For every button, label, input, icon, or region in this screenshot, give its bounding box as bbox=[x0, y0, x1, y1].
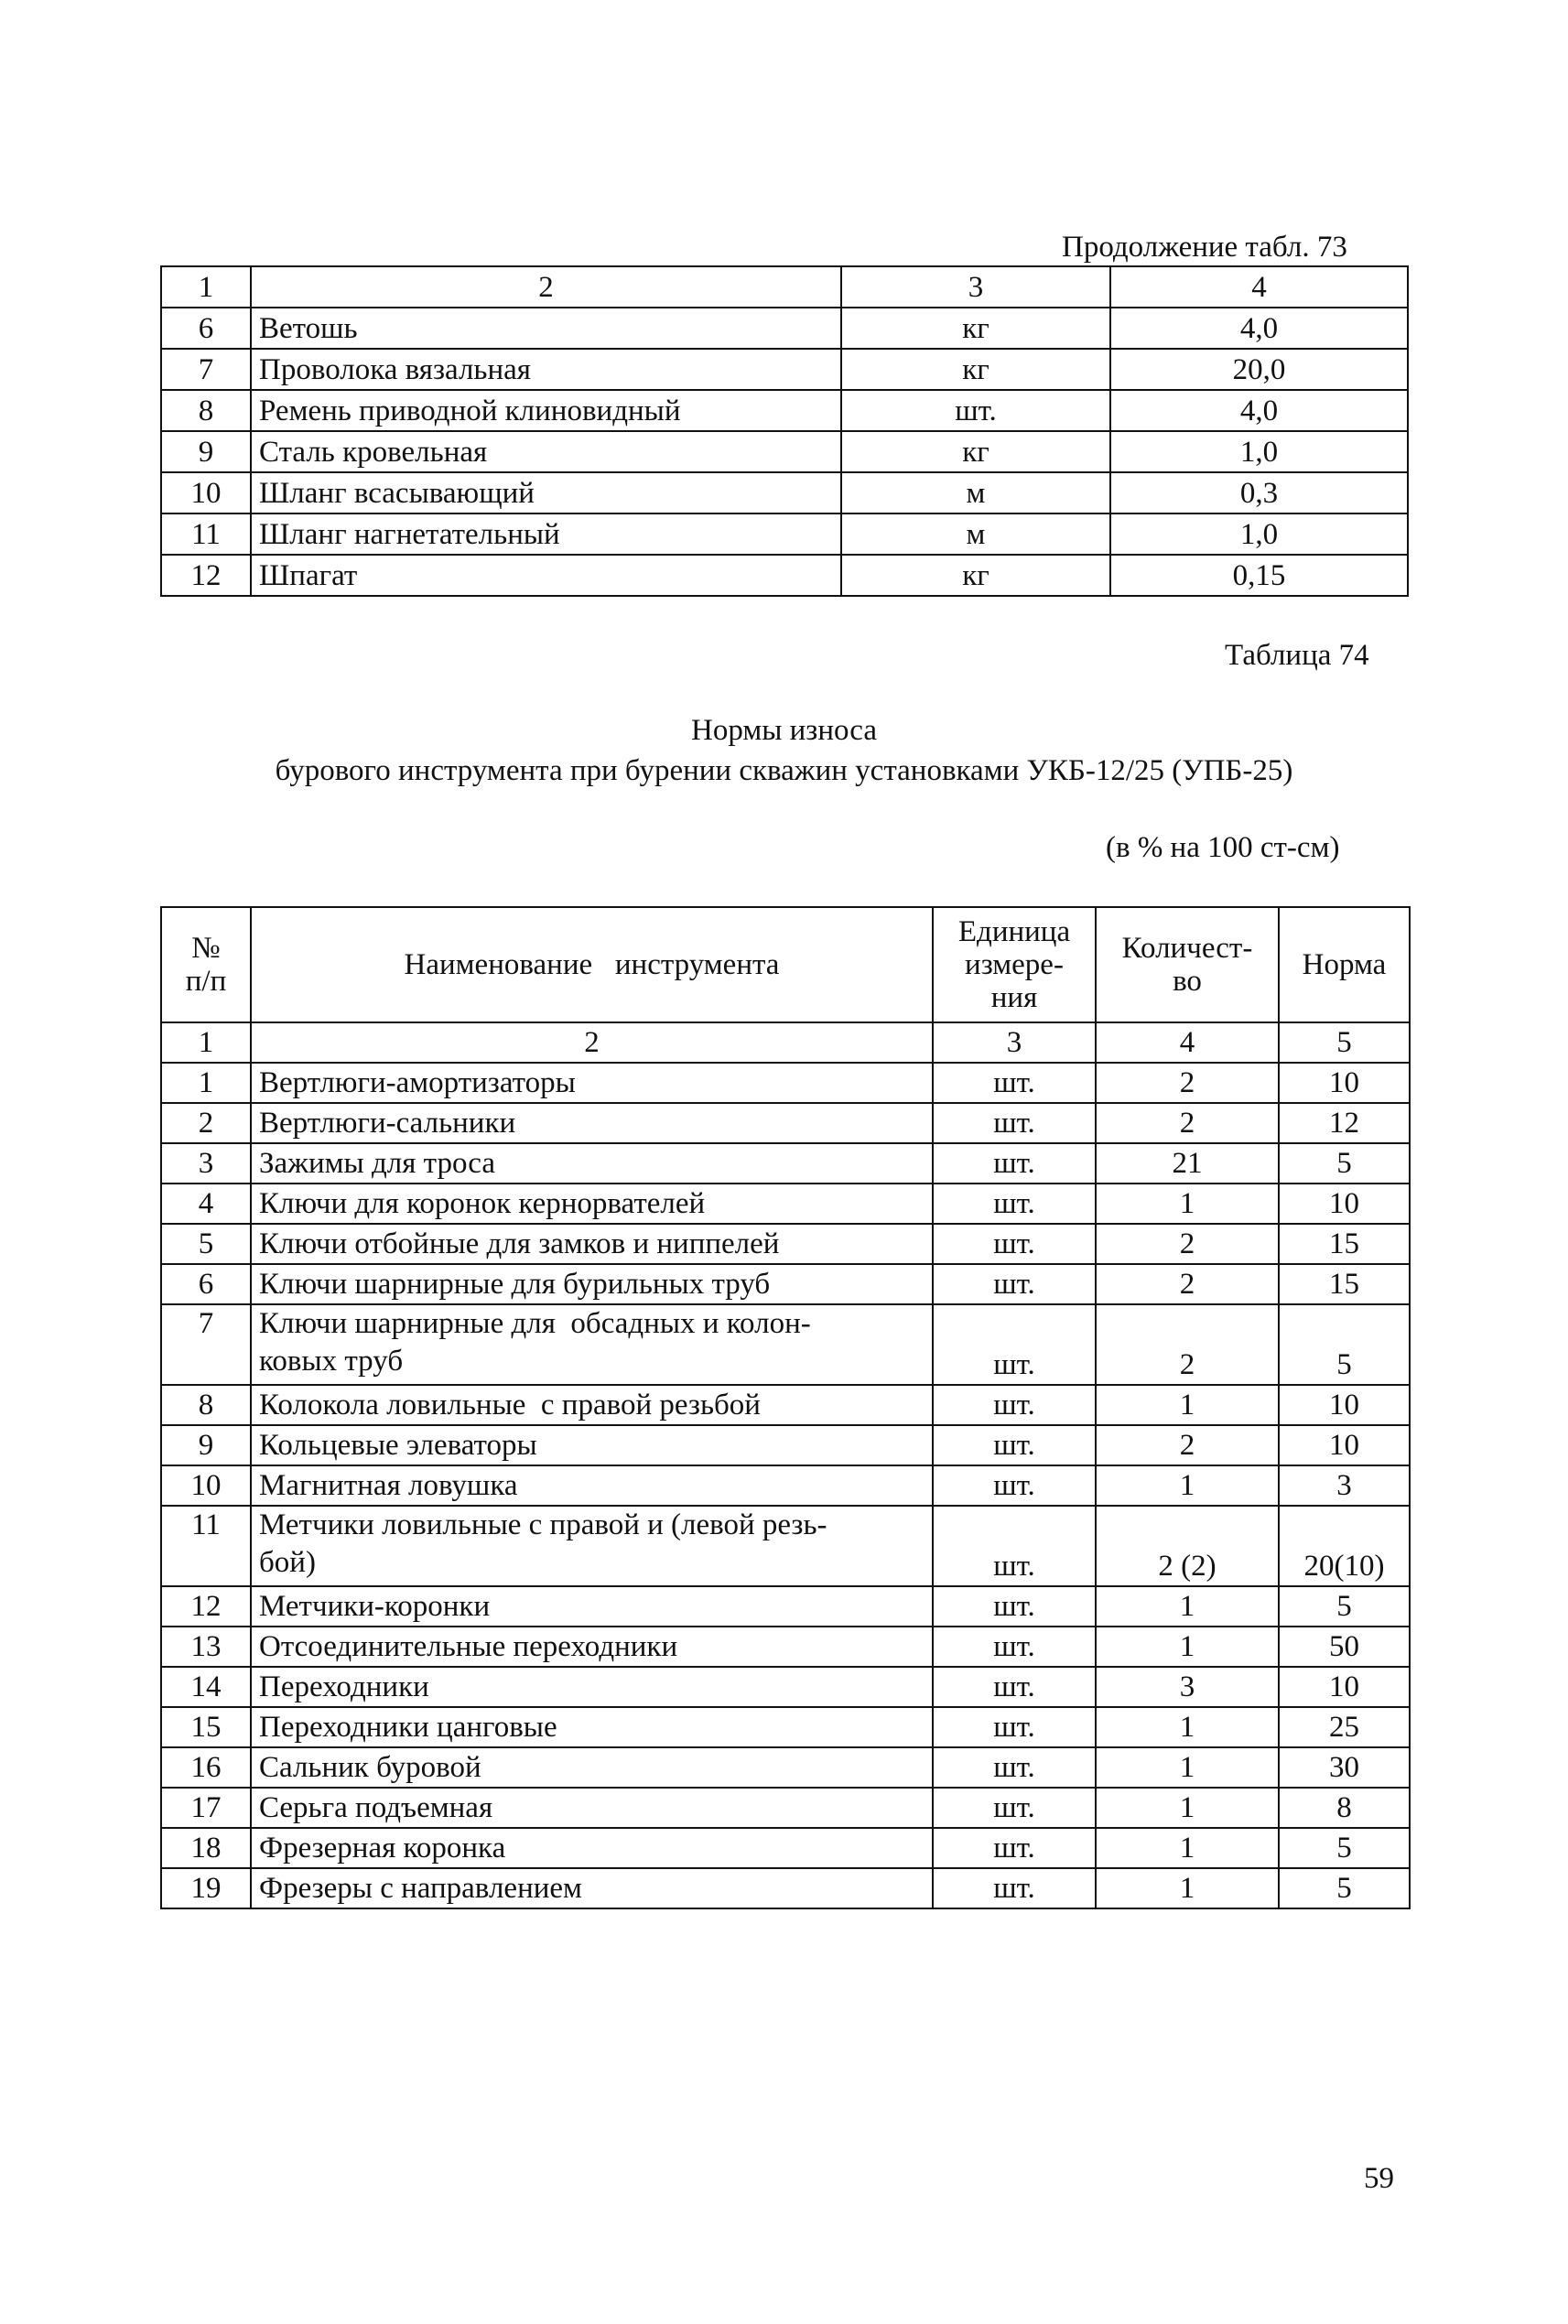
table-74-title-line2: бурового инструмента при бурении скважин установками УКБ-12/25 (УПБ-25) bbox=[275, 754, 1293, 787]
tool-unit: шт. bbox=[933, 1627, 1096, 1667]
tool-norm: 3 bbox=[1279, 1465, 1410, 1506]
tool-norm: 10 bbox=[1279, 1063, 1410, 1103]
tool-name-line1: Метчики ловильные с правой и (левой резь- bbox=[259, 1508, 827, 1541]
tool-name: Фрезеры с направлением bbox=[251, 1868, 933, 1908]
tool-name: Фрезерная коронка bbox=[251, 1828, 933, 1868]
tool-quantity: 1 bbox=[1096, 1465, 1279, 1506]
row-number: 7 bbox=[161, 1304, 251, 1385]
table-74-caption: Таблица 74 bbox=[1225, 639, 1369, 672]
tool-norm: 20(10) bbox=[1279, 1506, 1410, 1586]
item-unit: м bbox=[841, 513, 1110, 555]
tool-name: Серьга подъемная bbox=[251, 1788, 933, 1828]
page-number: 59 bbox=[1364, 2162, 1394, 2195]
tool-quantity: 1 bbox=[1096, 1788, 1279, 1828]
column-number: 1 bbox=[161, 266, 251, 308]
header-unit-line2: измере- bbox=[965, 948, 1064, 981]
item-unit: кг bbox=[841, 308, 1110, 349]
row-number: 6 bbox=[161, 1264, 251, 1304]
header-number-line2: п/п bbox=[185, 965, 227, 998]
tool-name-line1: Ключи шарнирные для обсадных и колон- bbox=[259, 1307, 811, 1340]
tool-unit: шт. bbox=[933, 1103, 1096, 1143]
row-number: 12 bbox=[161, 555, 251, 596]
header-unit-line3: ния bbox=[990, 981, 1038, 1014]
tool-norm: 30 bbox=[1279, 1747, 1410, 1788]
table-row bbox=[161, 1828, 1410, 1868]
table-row bbox=[161, 1264, 1410, 1304]
column-number: 2 bbox=[251, 266, 841, 308]
column-number-row bbox=[161, 1022, 1410, 1063]
table-74-title-line1: Нормы износа bbox=[690, 714, 877, 747]
tool-name: Зажимы для троса bbox=[251, 1143, 933, 1184]
tool-name: Ключи шарнирные для бурильных труб bbox=[251, 1264, 933, 1304]
tool-norm: 5 bbox=[1279, 1143, 1410, 1184]
row-number: 6 bbox=[161, 308, 251, 349]
row-number: 18 bbox=[161, 1828, 251, 1868]
header-quantity-line2: во bbox=[1173, 965, 1202, 998]
row-number: 9 bbox=[161, 1425, 251, 1465]
row-number: 12 bbox=[161, 1586, 251, 1627]
tool-norm: 10 bbox=[1279, 1385, 1410, 1425]
item-name: Шпагат bbox=[251, 555, 841, 596]
tool-unit: шт. bbox=[933, 1707, 1096, 1747]
column-number: 3 bbox=[841, 266, 1110, 308]
tool-unit: шт. bbox=[933, 1063, 1096, 1103]
column-number-row bbox=[161, 266, 1408, 308]
continuation-caption: Продолжение табл. 73 bbox=[1062, 231, 1347, 264]
row-number: 14 bbox=[161, 1667, 251, 1707]
tool-name-line2: ковых труб bbox=[259, 1345, 404, 1378]
table-row bbox=[161, 1304, 1410, 1385]
row-number: 16 bbox=[161, 1747, 251, 1788]
tool-norm: 12 bbox=[1279, 1103, 1410, 1143]
table-row bbox=[161, 555, 1408, 596]
tool-unit: шт. bbox=[933, 1385, 1096, 1425]
table-row bbox=[161, 472, 1408, 513]
row-number: 8 bbox=[161, 1385, 251, 1425]
tool-name: Сальник буровой bbox=[251, 1747, 933, 1788]
row-number: 17 bbox=[161, 1788, 251, 1828]
table-row bbox=[161, 431, 1408, 472]
tool-name: Колокола ловильные с правой резьбой bbox=[251, 1385, 933, 1425]
tool-norm: 8 bbox=[1279, 1788, 1410, 1828]
header-unit-line1: Единица bbox=[957, 915, 1071, 948]
header-number-line1: № bbox=[191, 932, 221, 965]
column-number: 2 bbox=[251, 1022, 933, 1063]
column-number: 4 bbox=[1096, 1022, 1279, 1063]
tool-norm: 10 bbox=[1279, 1184, 1410, 1224]
row-number: 4 bbox=[161, 1184, 251, 1224]
column-number: 4 bbox=[1110, 266, 1408, 308]
tool-quantity: 2 bbox=[1096, 1304, 1279, 1385]
tool-quantity: 2 bbox=[1096, 1103, 1279, 1143]
tool-norm: 10 bbox=[1279, 1425, 1410, 1465]
tool-name bbox=[251, 1304, 933, 1385]
item-value: 1,0 bbox=[1110, 431, 1408, 472]
table-row bbox=[161, 1747, 1410, 1788]
tool-quantity: 1 bbox=[1096, 1828, 1279, 1868]
tool-norm: 50 bbox=[1279, 1627, 1410, 1667]
tool-quantity: 1 bbox=[1096, 1586, 1279, 1627]
table-row bbox=[161, 1143, 1410, 1184]
table-74-units-note: (в % на 100 ст-см) bbox=[1106, 831, 1340, 864]
tool-quantity: 1 bbox=[1096, 1707, 1279, 1747]
tool-unit: шт. bbox=[933, 1304, 1096, 1385]
row-number: 8 bbox=[161, 390, 251, 431]
tool-name: Вертлюги-амортизаторы bbox=[251, 1063, 933, 1103]
column-number: 5 bbox=[1279, 1022, 1410, 1063]
tool-name: Кольцевые элеваторы bbox=[251, 1425, 933, 1465]
row-number: 9 bbox=[161, 431, 251, 472]
table-row bbox=[161, 349, 1408, 390]
tool-unit: шт. bbox=[933, 1224, 1096, 1264]
column-number: 1 bbox=[161, 1022, 251, 1063]
tool-name: Ключи отбойные для замков и ниппелей bbox=[251, 1224, 933, 1264]
tool-quantity: 2 bbox=[1096, 1264, 1279, 1304]
item-unit: м bbox=[841, 472, 1110, 513]
tool-name bbox=[251, 1506, 933, 1586]
tool-unit: шт. bbox=[933, 1143, 1096, 1184]
tool-unit: шт. bbox=[933, 1828, 1096, 1868]
item-name: Шланг всасывающий bbox=[251, 472, 841, 513]
tool-unit: шт. bbox=[933, 1868, 1096, 1908]
tool-quantity: 1 bbox=[1096, 1627, 1279, 1667]
tool-unit: шт. bbox=[933, 1425, 1096, 1465]
tool-unit: шт. bbox=[933, 1465, 1096, 1506]
header-name: Наименование инструмента bbox=[251, 907, 933, 1022]
item-name: Шланг нагнетательный bbox=[251, 513, 841, 555]
table-row bbox=[161, 1627, 1410, 1667]
row-number: 10 bbox=[161, 1465, 251, 1506]
tool-unit: шт. bbox=[933, 1667, 1096, 1707]
tool-name: Метчики-коронки bbox=[251, 1586, 933, 1627]
tool-quantity: 1 bbox=[1096, 1868, 1279, 1908]
tool-norm: 5 bbox=[1279, 1586, 1410, 1627]
item-value: 20,0 bbox=[1110, 349, 1408, 390]
tool-unit: шт. bbox=[933, 1184, 1096, 1224]
tool-unit: шт. bbox=[933, 1788, 1096, 1828]
item-name: Ветошь bbox=[251, 308, 841, 349]
table-73-continuation bbox=[160, 265, 1409, 597]
table-row bbox=[161, 1586, 1410, 1627]
row-number: 11 bbox=[161, 513, 251, 555]
row-number: 1 bbox=[161, 1063, 251, 1103]
tool-name: Переходники bbox=[251, 1667, 933, 1707]
tool-unit: шт. bbox=[933, 1586, 1096, 1627]
tool-unit: шт. bbox=[933, 1506, 1096, 1586]
tool-quantity: 3 bbox=[1096, 1667, 1279, 1707]
tool-name: Отсоединительные переходники bbox=[251, 1627, 933, 1667]
table-row bbox=[161, 1868, 1410, 1908]
row-number: 19 bbox=[161, 1868, 251, 1908]
tool-quantity: 1 bbox=[1096, 1385, 1279, 1425]
tool-norm: 10 bbox=[1279, 1667, 1410, 1707]
table-row bbox=[161, 1667, 1410, 1707]
header-unit bbox=[933, 907, 1096, 1022]
item-value: 4,0 bbox=[1110, 390, 1408, 431]
column-number: 3 bbox=[933, 1022, 1096, 1063]
table-row bbox=[161, 308, 1408, 349]
table-row bbox=[161, 1465, 1410, 1506]
row-number: 5 bbox=[161, 1224, 251, 1264]
table-row bbox=[161, 390, 1408, 431]
row-number: 3 bbox=[161, 1143, 251, 1184]
item-unit: кг bbox=[841, 431, 1110, 472]
item-value: 0,3 bbox=[1110, 472, 1408, 513]
tool-quantity: 1 bbox=[1096, 1184, 1279, 1224]
tool-quantity: 2 bbox=[1096, 1224, 1279, 1264]
tool-norm: 5 bbox=[1279, 1304, 1410, 1385]
tool-name: Ключи для коронок кернорвателей bbox=[251, 1184, 933, 1224]
row-number: 15 bbox=[161, 1707, 251, 1747]
tool-norm: 15 bbox=[1279, 1224, 1410, 1264]
tool-unit: шт. bbox=[933, 1747, 1096, 1788]
row-number: 10 bbox=[161, 472, 251, 513]
item-unit: кг bbox=[841, 349, 1110, 390]
tool-name: Переходники цанговые bbox=[251, 1707, 933, 1747]
tool-name: Вертлюги-сальники bbox=[251, 1103, 933, 1143]
row-number: 13 bbox=[161, 1627, 251, 1667]
table-row bbox=[161, 1425, 1410, 1465]
item-name: Проволока вязальная bbox=[251, 349, 841, 390]
tool-unit: шт. bbox=[933, 1264, 1096, 1304]
row-number: 11 bbox=[161, 1506, 251, 1586]
header-norm: Норма bbox=[1279, 907, 1410, 1022]
table-row bbox=[161, 1184, 1410, 1224]
item-unit: шт. bbox=[841, 390, 1110, 431]
item-name: Ремень приводной клиновидный bbox=[251, 390, 841, 431]
tool-norm: 15 bbox=[1279, 1264, 1410, 1304]
tool-norm: 5 bbox=[1279, 1828, 1410, 1868]
table-row bbox=[161, 513, 1408, 555]
tool-name: Магнитная ловушка bbox=[251, 1465, 933, 1506]
table-row bbox=[161, 1063, 1410, 1103]
table-74 bbox=[160, 906, 1411, 1909]
row-number: 7 bbox=[161, 349, 251, 390]
header-number bbox=[161, 907, 251, 1022]
table-row bbox=[161, 1224, 1410, 1264]
tool-norm: 25 bbox=[1279, 1707, 1410, 1747]
header-quantity bbox=[1096, 907, 1279, 1022]
tool-name-line2: бой) bbox=[259, 1546, 316, 1579]
row-number: 2 bbox=[161, 1103, 251, 1143]
tool-quantity: 21 bbox=[1096, 1143, 1279, 1184]
item-value: 4,0 bbox=[1110, 308, 1408, 349]
tool-quantity: 2 bbox=[1096, 1063, 1279, 1103]
item-unit: кг bbox=[841, 555, 1110, 596]
table-row bbox=[161, 1506, 1410, 1586]
table-row bbox=[161, 1788, 1410, 1828]
item-name: Сталь кровельная bbox=[251, 431, 841, 472]
tool-quantity: 2 (2) bbox=[1096, 1506, 1279, 1586]
table-row bbox=[161, 1707, 1410, 1747]
table-row bbox=[161, 1103, 1410, 1143]
table-header-row bbox=[161, 907, 1410, 1022]
header-quantity-line1: Количест- bbox=[1121, 932, 1253, 965]
table-row bbox=[161, 1385, 1410, 1425]
item-value: 0,15 bbox=[1110, 555, 1408, 596]
tool-norm: 5 bbox=[1279, 1868, 1410, 1908]
tool-quantity: 2 bbox=[1096, 1425, 1279, 1465]
item-value: 1,0 bbox=[1110, 513, 1408, 555]
tool-quantity: 1 bbox=[1096, 1747, 1279, 1788]
